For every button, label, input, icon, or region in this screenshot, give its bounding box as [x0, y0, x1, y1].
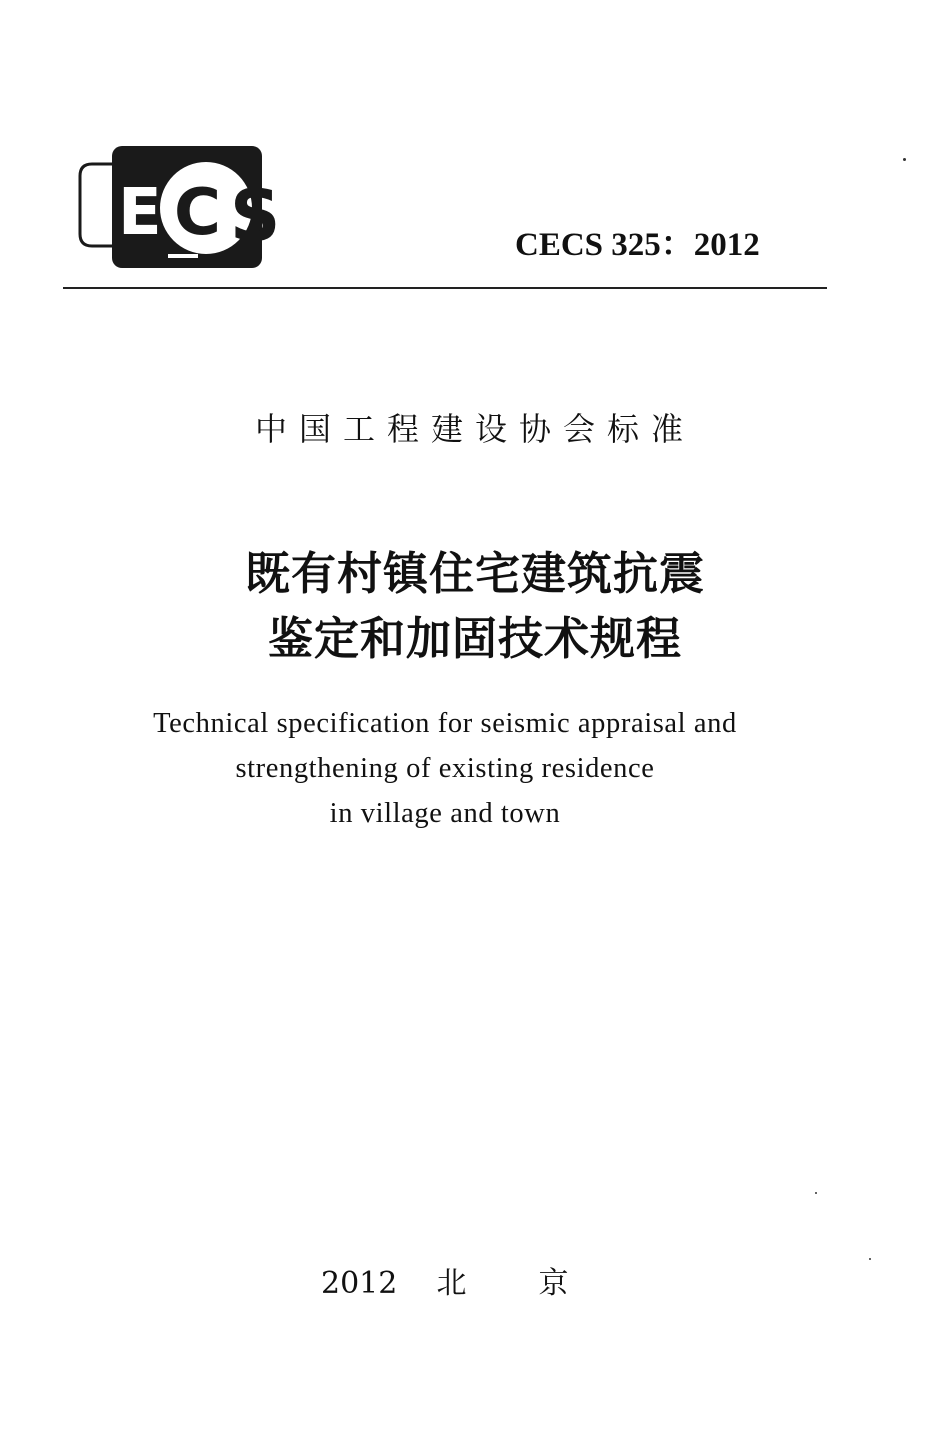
title-cn-line-1: 既有村镇住宅建筑抗震	[244, 547, 705, 600]
ecs-logo	[76, 142, 290, 272]
publication-year: 2012	[321, 1266, 398, 1301]
publication-info	[321, 1258, 641, 1302]
scan-speck	[869, 1258, 871, 1260]
svg-text:C: C	[174, 176, 221, 250]
svg-text:S: S	[230, 175, 281, 257]
title-en-line-3: in village and town	[329, 798, 561, 829]
header-divider	[63, 287, 827, 289]
title-en-line-2: strengthening of existing residence	[235, 753, 655, 784]
scan-speck	[903, 158, 906, 161]
publication-city: 北京	[436, 1266, 641, 1301]
scan-speck	[815, 1192, 817, 1194]
svg-text:E: E	[118, 176, 162, 250]
standard-code: CECS 325：2012	[515, 227, 760, 263]
organization-name: 中国工程建设协会标准	[254, 410, 695, 448]
title-en-line-1: Technical specification for seismic appraisal and	[153, 708, 737, 739]
title-cn-line-2: 鉴定和加固技术规程	[267, 612, 682, 665]
